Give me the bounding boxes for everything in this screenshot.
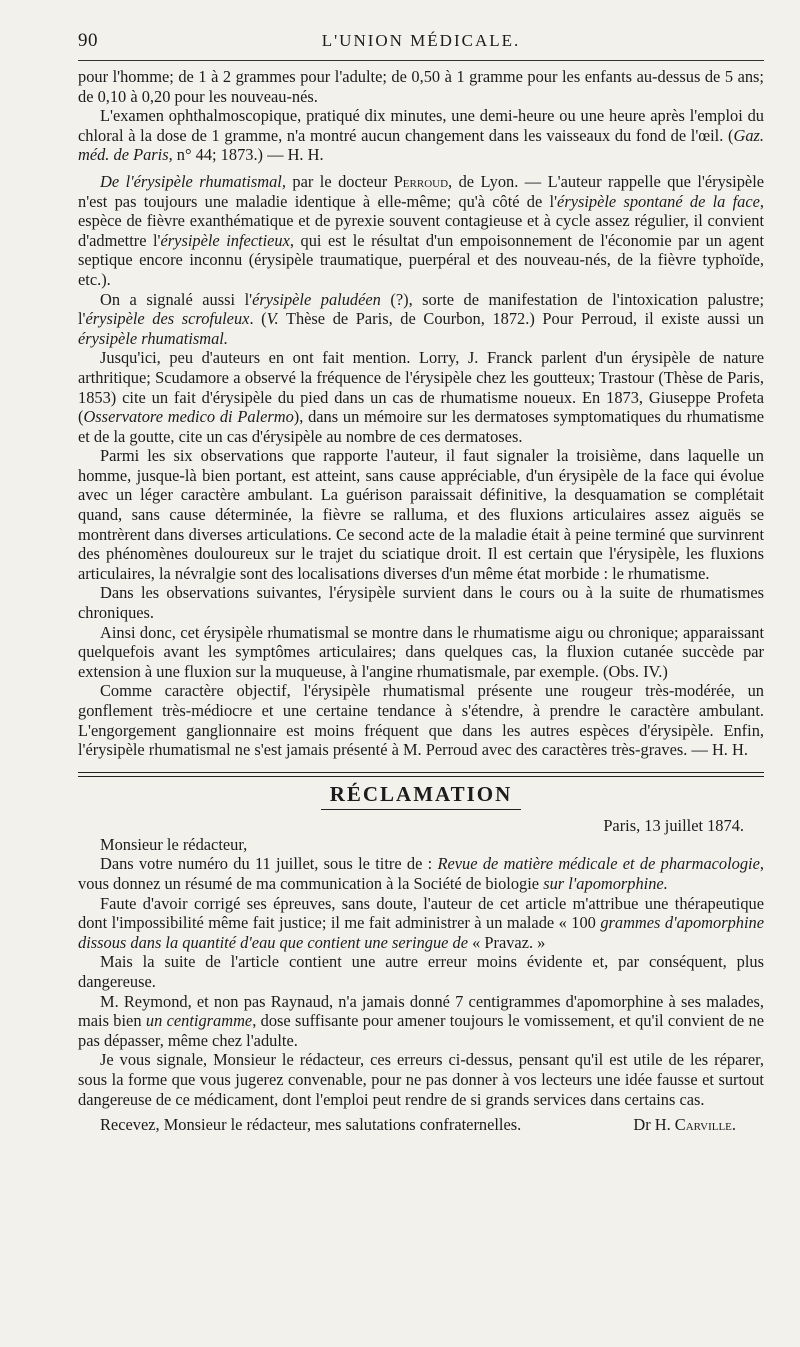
- letter-salutation: Monsieur le rédacteur,: [100, 834, 248, 854]
- paragraph: On a signalé aussi l'érysipèle paludéen (?), sorte de manifestation de l'intoxication palustre; l'érysipèle des scrofuleux. (V. Thèse de Paris, de Courbon, 1872.) Pour Perroud, il existe aussi un érysipèle rhumatismal.: [78, 289, 765, 348]
- author-name: Perroud: [393, 171, 449, 191]
- article-summary-perroud: De l'érysipèle rhumatismal, par le docteur Perroud, de Lyon. — L'auteur rappelle que l'érysipèle n'est pas toujours une maladie identique à elle-même; qu'à côté de l'érysipèle spontané de la face, espèce de fièvre exanthématique et de pyrexie souvent contagieuse et à cycle assez régulier, il convient d'admettre l'érysipèle infectieux, qui est le résultat d'un empoisonnement de l'économie par un agent septique encore inconnu (érysipèle traumatique, puerpéral et des nouveau-nés, de la fièvre typhoïde, etc.).: [78, 171, 765, 289]
- reclamation-letter: [78, 816, 764, 1135]
- page-number: 90: [78, 30, 98, 51]
- letter-closing: [78, 1115, 764, 1135]
- paragraph: Je vous signale, Monsieur le rédacteur, ces erreurs ci-dessus, pensant qu'il est utile de les réparer, sous la forme que vous jugerez convenable, pour ne pas donner à vos lecteurs une idée fausse et surtout dangereuse de ce médicament, dont l'emploi peut rendre de si grands services dans certains cas.: [78, 1050, 764, 1109]
- paragraph: Dans votre numéro du 11 juillet, sous le titre de : Revue de matière médicale et de pharmacologie, vous donnez un résumé de ma communication à la Société de biologie sur l'apomorphine.: [78, 854, 764, 893]
- section-title: RÉCLAMATION: [329, 781, 513, 806]
- letter-dateline: Paris, 13 juillet 1874.: [603, 815, 744, 835]
- paragraph: Comme caractère objectif, l'érysipèle rhumatismal présente une rougeur très-modérée, un gonflement très-médiocre et une certaine tendance à s'étendre, à prendre le caractère ambulant. L'engorgement ganglionnaire est moins fréquent que dans les autres espèces d'érysipèle. Enfin, l'érysipèle rhumatismal ne s'est jamais présenté à M. Perroud avec des caractères très-graves. — H. H.: [78, 681, 764, 760]
- signature: Dr H. Carville.: [633, 1115, 736, 1135]
- paragraph: Faute d'avoir corrigé ses épreuves, sans doute, l'auteur de cet article m'attribue une thérapeutique dont l'impossibilité même fait justice; il me fait administrer à un malade « 100 grammes d'apomorphine dissous dans la quantité d'eau que contient une seringue de « Pravaz. »: [78, 893, 764, 952]
- title-underline: [321, 809, 521, 810]
- paragraph: Jusqu'ici, peu d'auteurs en ont fait mention. Lorry, J. Franck parlent d'un érysipèle de nature arthritique; Scudamore a observé la fréquence de l'érysipèle chez les goutteux; Trastour (Thèse de Paris, 1853) cite un fait d'érysipèle du pied dans un cas de rhumatisme noueux. En 1873, Giuseppe Profeta (Osservatore medico di Palermo), dans un mémoire sur les dermatoses symptomatiques du rhumatisme et de la goutte, cite un cas d'érysipèle au nombre de ces dermatoses.: [78, 348, 764, 446]
- paragraph: Mais la suite de l'article contient une autre erreur moins évidente et, par conséquent, plus dangereuse.: [78, 952, 764, 991]
- paragraph: Parmi les six observations que rapporte l'auteur, il faut signaler la troisième, dans laquelle un homme, jusque-là bien portant, est atteint, sans cause appréciable, d'un érysipèle de la face qui évolue avec un léger caractère ambulant. La guérison paraissait définitive, la desquamation se complétait quand, sans cause déterminée, la fièvre se ralluma, et des fluxions articulaires assez aiguës se montrèrent dans diverses articulations. Ce second acte de la maladie était à peine terminé que survinrent des phénomènes douloureux sur le trajet du sciatique droit. Il est certain que l'érysipèle, les fluxions articulaires, la névralgie sont des localisations diverses d'un même état morbide : le rhumatisme.: [78, 446, 764, 583]
- paragraph: Dans les observations suivantes, l'érysipèle survient dans le cours ou à la suite de rhumatismes chroniques.: [78, 583, 764, 623]
- paragraph: L'examen ophthalmoscopique, pratiqué dix minutes, une demi-heure ou une heure après l'emploi du chloral à la dose de 1 gramme, n'a montré aucun changement dans les vaisseaux du fond de l'œil. (Gaz. méd. de Paris, n° 44; 1873.) — H. H.: [78, 106, 764, 165]
- review-section: [78, 67, 764, 760]
- paragraph: M. Reymond, et non pas Raynaud, n'a jamais donné 7 centigrammes d'apomorphine à ses malades, mais bien un centigramme, dose suffisante pour amener toujours le vomissement, et qu'il convient de ne pas dépasser, même chez l'adulte.: [78, 991, 764, 1050]
- article-title: De l'érysipèle rhumatismal,: [100, 171, 286, 191]
- closing-formula: Recevez, Monsieur le rédacteur, mes salutations confraternelles.: [100, 1115, 522, 1135]
- paragraph: Ainsi donc, cet érysipèle rhumatismal se montre dans le rhumatisme aigu ou chronique; apparaissant quelquefois avant les symptômes articulaires; dans quelques cas, la fluxion cutanée succède par extension à une fluxion sur la muqueuse, à l'angine rhumatismale, par exemple. (Obs. IV.): [78, 622, 764, 681]
- section-divider: [78, 772, 764, 777]
- page-header: [78, 26, 764, 61]
- running-head: L'UNION MÉDICALE.: [321, 31, 521, 50]
- paragraph: pour l'homme; de 1 à 2 grammes pour l'adulte; de 0,50 à 1 gramme pour les enfants au-dessus de 5 ans; de 0,10 à 0,20 pour les nouveau-nés.: [78, 67, 764, 106]
